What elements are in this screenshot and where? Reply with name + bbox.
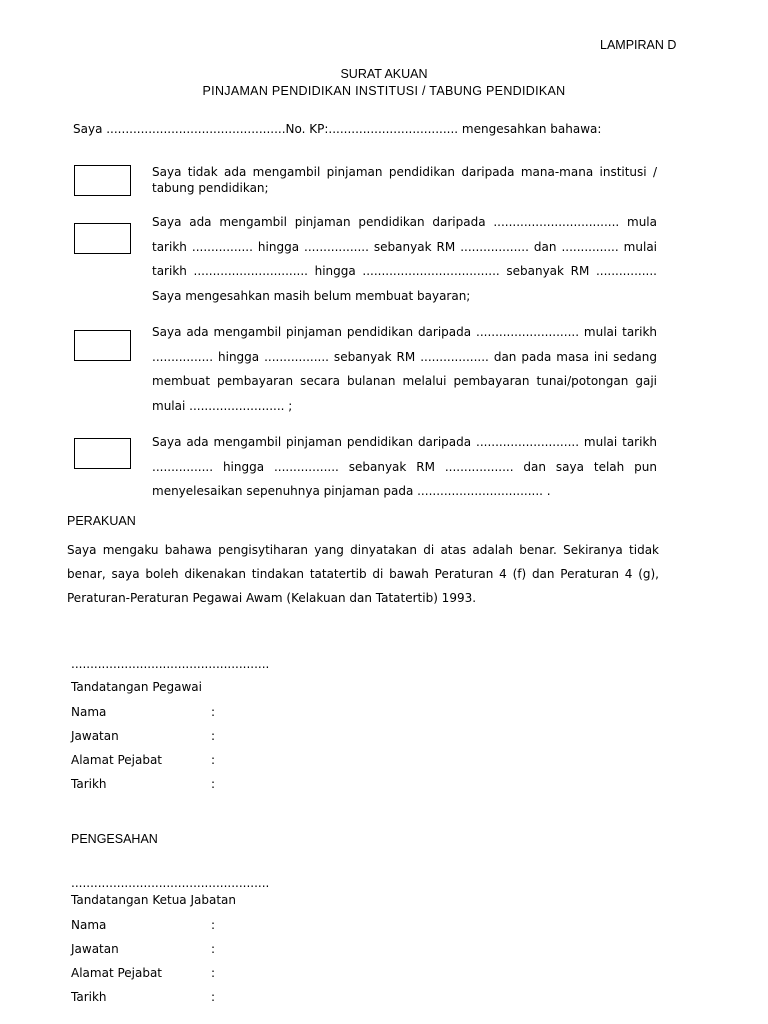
head-name-colon: : xyxy=(211,918,216,932)
employee-date-label: Tarikh xyxy=(71,777,107,791)
perakuan-heading: PERAKUAN xyxy=(67,514,136,528)
perakuan-text: Saya mengaku bahawa pengisytiharan yang dinyatakan di atas adalah benar. Sekiranya tidak benar, saya boleh dikenakan tindakan tatatertib di bawah Peraturan 4 (f) dan Peraturan 4 (g), Peraturan-Peraturan Pegawai Awam (Kelakuan dan Tatatertib) 1993. xyxy=(67,543,659,605)
employee-position-label: Jawatan xyxy=(71,729,119,743)
option-1-text: Saya tidak ada mengambil pinjaman pendidikan daripada mana-mana institusi / tabung pendidikan; xyxy=(152,165,657,195)
employee-signature-label: Tandatangan Pegawai xyxy=(71,680,202,694)
document-title: SURAT AKUAN xyxy=(340,67,428,81)
head-position-label: Jawatan xyxy=(71,942,119,956)
document-subtitle: PINJAMAN PENDIDIKAN INSTITUSI / TABUNG PENDIDIKAN xyxy=(202,84,566,98)
option-3-text: Saya ada mengambil pinjaman pendidikan daripada ........................... mulai tarikh ................ hingga ................. sebanyak RM .................. dan pada masa ini sedang membuat pembayaran secara bulanan melalui pembayaran tunai/potongan gaji mulai ......................... ; xyxy=(152,325,657,413)
option-4-checkbox[interactable] xyxy=(74,438,131,469)
head-name-label: Nama xyxy=(71,918,107,932)
option-4-text: Saya ada mengambil pinjaman pendidikan daripada ........................... mulai tarikh ................ hingga ................. sebanyak RM .................. dan saya telah pun menyelesaikan sepenuhnya pinjaman pada ................................. . xyxy=(152,435,657,498)
head-office-address-colon: : xyxy=(211,966,216,980)
head-position-colon: : xyxy=(211,942,216,956)
appendix-label: LAMPIRAN D xyxy=(600,38,677,52)
option-3-checkbox[interactable] xyxy=(74,330,131,361)
head-date-label: Tarikh xyxy=(71,990,107,1004)
declaration-intro: Saya ...............................................No. KP:.................................. mengesahkan bahawa: xyxy=(73,122,602,136)
employee-date-colon: : xyxy=(211,777,216,791)
head-office-address-label: Alamat Pejabat xyxy=(71,966,163,980)
employee-name-label: Nama xyxy=(71,705,107,719)
head-signature-line: .................................................... xyxy=(71,876,270,890)
option-1-checkbox[interactable] xyxy=(74,165,131,196)
employee-office-address-colon: : xyxy=(211,753,216,767)
option-2-checkbox[interactable] xyxy=(74,223,131,254)
employee-office-address-label: Alamat Pejabat xyxy=(71,753,163,767)
option-2-text: Saya ada mengambil pinjaman pendidikan daripada ................................. mula tarikh ................ hingga ................. sebanyak RM .................. dan ............... mulai tarikh .............................. hingga .................................... sebanyak RM ................ Saya mengesahkan masih belum membuat bayaran; xyxy=(152,215,657,303)
head-signature-label: Tandatangan Ketua Jabatan xyxy=(71,893,236,907)
head-date-colon: : xyxy=(211,990,216,1004)
employee-position-colon: : xyxy=(211,729,216,743)
pengesahan-heading: PENGESAHAN xyxy=(71,832,158,846)
employee-signature-line: .................................................... xyxy=(71,657,270,671)
employee-name-colon: : xyxy=(211,705,216,719)
